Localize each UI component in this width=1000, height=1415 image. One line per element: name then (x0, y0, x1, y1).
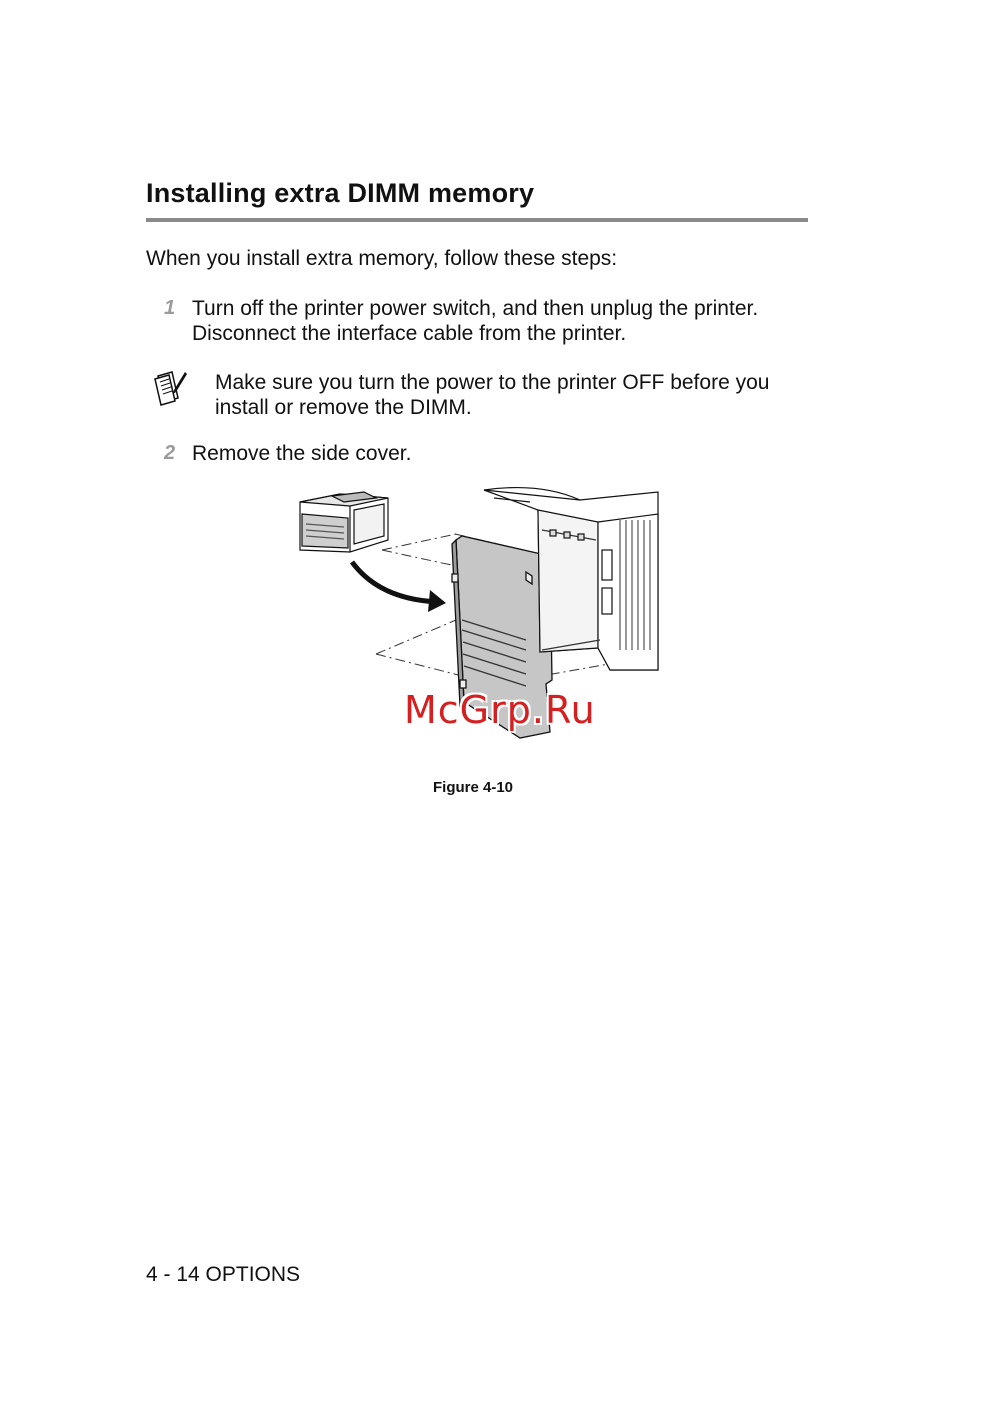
page-title: Installing extra DIMM memory (146, 178, 535, 208)
step-2 (146, 441, 846, 469)
figure-caption: Figure 4-10 (433, 779, 514, 796)
note-pad-pen-icon (152, 368, 188, 408)
watermark: McGrp.Ru (404, 688, 596, 732)
title-underline (146, 218, 808, 222)
printer-thumbnail (300, 492, 388, 552)
removal-arrow (352, 562, 440, 602)
intro-text: When you install extra memory, follow these steps: (146, 247, 618, 270)
step-1 (146, 296, 846, 348)
note-text: Make sure you turn the power to the printer OFF before you install or remove the DIMM. (215, 371, 770, 419)
step-number: 2 (164, 442, 176, 464)
page-footer: 4 - 14 OPTIONS (146, 1263, 301, 1286)
step-text: Turn off the printer power switch, and then unplug the printer. Disconnect the interface cable from the printer. (192, 297, 759, 345)
step-text: Remove the side cover. (192, 442, 412, 465)
step-number: 1 (164, 297, 176, 319)
